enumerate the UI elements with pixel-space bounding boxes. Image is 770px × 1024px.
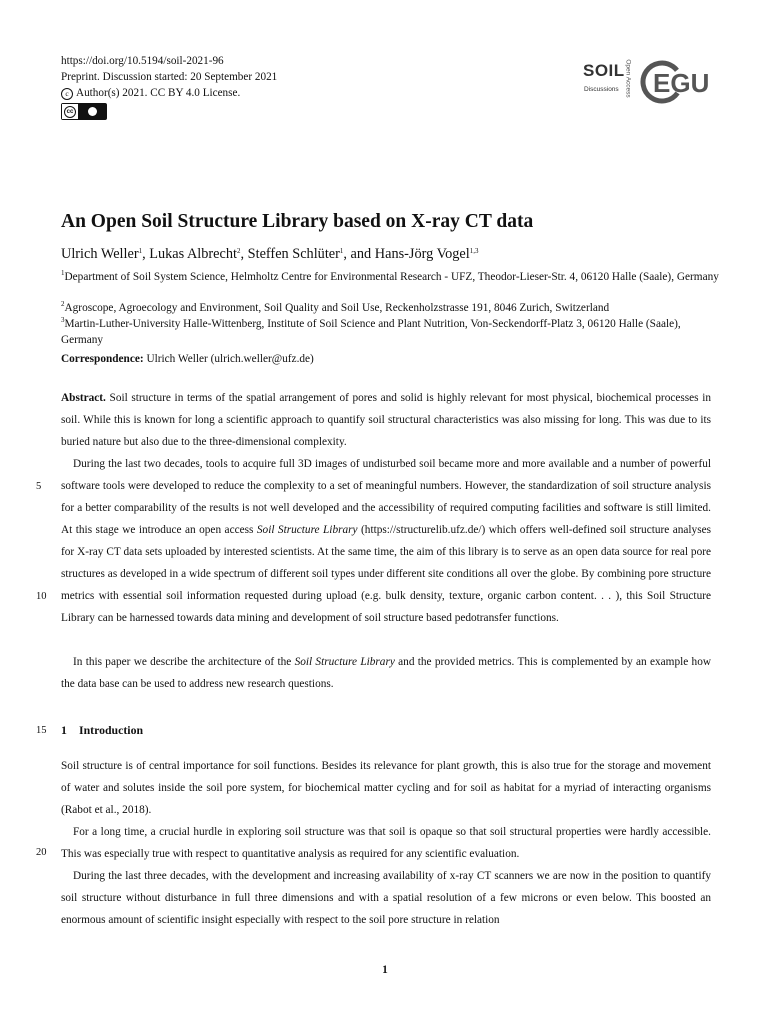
abstract-paragraph-2 <box>61 453 711 629</box>
correspondence-email[interactable]: Ulrich Weller (ulrich.weller@ufz.de) <box>146 353 314 365</box>
section-number: 1 <box>61 723 67 737</box>
line-number: 20 <box>36 847 47 858</box>
abstract-text: and the provided metrics. This is complemented by an example how the data base can be used to address new research questions. <box>61 656 711 690</box>
preprint-header <box>61 53 277 101</box>
by-person-icon <box>88 107 97 116</box>
page-number: 1 <box>382 964 388 976</box>
line-number: 5 <box>36 481 42 492</box>
intro-text: During the last three decades, with the development and increasing availability of x-ray CT scanners we are now in the position to quantify soil structure without disturbance in full three dimensions and with a spatial resolution of a few microns or even below. This boosted an enormous amount of scientific insight especially with respect to the soil pore structure in relation <box>61 870 711 926</box>
section-heading <box>61 723 143 738</box>
section-title: Introduction <box>79 723 144 737</box>
affil-text: Department of Soil System Science, Helmholtz Centre for Environmental Research - UFZ, Theodor-Lieser-Str. 4, 06120 Halle (Saale), Germany <box>64 271 719 283</box>
paper-title: An Open Soil Structure Library based on X-ray CT data <box>61 211 534 232</box>
open-access-label: Open Access <box>624 59 632 98</box>
correspondence <box>61 353 314 365</box>
author-list <box>61 246 478 263</box>
abstract-label: Abstract. <box>61 392 106 404</box>
author-name: Ulrich Weller <box>61 246 139 262</box>
affil-number: 1 <box>61 269 65 277</box>
author-affil-marker: 1 <box>138 247 143 255</box>
doi-link[interactable]: https://doi.org/10.5194/soil-2021-96 <box>61 55 224 67</box>
affiliation-2 <box>61 301 721 317</box>
author-affil-marker: 1 <box>339 247 344 255</box>
journal-logo <box>583 55 713 110</box>
intro-paragraph-3 <box>61 865 711 931</box>
copyright-line <box>61 85 277 101</box>
line-number: 15 <box>36 725 47 736</box>
egu-text: EGU <box>653 68 710 98</box>
copyright-text: Author(s) 2021. CC BY 4.0 License. <box>76 87 241 99</box>
journal-name: SOIL <box>583 61 625 80</box>
abstract-text: (https://structurelib.ufz.de/) which offers well-defined soil structure analyses for X-ray CT data sets uploaded by interested scientists. At the same time, the aim of this library is to serve as an open data source for real pore structures as developed in a wide spectrum of different soil types under different site conditions all over the globe. By combining pore structure metrics with essential soil information requested during upload (e.g. bulk density, texture, organic carbon content. . . ), this Soil Structure Library can be harnessed towards data mining and development of soil structure based pedotransfer functions. <box>61 524 712 624</box>
abstract-paragraph-3 <box>61 651 711 695</box>
copyright-icon: c <box>61 88 73 100</box>
author-name: Lukas Albrecht <box>149 246 237 262</box>
author-separator: , and <box>343 246 375 262</box>
abstract-text: During the last two decades, tools to acquire full 3D images of undisturbed soil became more and more available and a number of powerful software tools were developed to reduce the complexity to a set of meaningful numbers. However, the standardization of soil structure analysis for a better comparability of the results is not well developed and the accessibility of required computing facilities and software is still limited. At this stage we introduce an open access <box>61 458 711 536</box>
egu-logo-icon <box>640 55 712 110</box>
preprint-date: Preprint. Discussion started: 20 September 2021 <box>61 71 278 83</box>
abstract-text: In this paper we describe the architecture of the <box>73 656 295 668</box>
affiliation-3 <box>61 317 721 348</box>
author-separator: , <box>240 246 248 262</box>
affil-number: 3 <box>61 316 65 324</box>
author-name: Hans-Jörg Vogel <box>374 246 470 262</box>
author-affil-marker: 2 <box>237 247 241 255</box>
intro-paragraph-2 <box>61 821 711 865</box>
intro-text: For a long time, a crucial hurdle in exploring soil structure was that soil is opaque so that soil structural properties were hardly accessible. This was especially true with respect to quantitative analysis as required for any scientific evaluation. <box>61 826 711 860</box>
library-name: Soil Structure Library <box>294 656 395 668</box>
author-affil-marker: 1,3 <box>469 247 479 255</box>
affil-text: Agroscope, Agroecology and Environment, Soil Quality and Soil Use, Reckenholzstrasse 191, 8046 Zurich, Switzerland <box>64 302 610 314</box>
affiliation-1 <box>61 270 721 286</box>
abstract-text: Soil structure in terms of the spatial arrangement of pores and solid is highly relevant for most physical, biochemical processes in soil. While this is known for long a scientific approach to quantify soil structural characteristics was also missing for long. This was due to its buried nature but also due to the three-dimensional complexity. <box>61 392 712 448</box>
affil-text: Martin-Luther-University Halle-Wittenberg, Institute of Soil Science and Plant Nutrition, Von-Seckendorff-Platz 3, 06120 Halle (Saale), Germany <box>61 318 681 346</box>
author-separator: , <box>142 246 150 262</box>
library-name: Soil Structure Library <box>256 524 358 536</box>
affil-number: 2 <box>61 300 65 308</box>
correspondence-label: Correspondence: <box>61 353 144 365</box>
line-number: 10 <box>36 591 47 602</box>
author-name: Steffen Schlüter <box>247 246 340 262</box>
abstract-paragraph-1 <box>61 387 711 453</box>
intro-text: Soil structure is of central importance for soil functions. Besides its relevance for plant growth, this is also true for the storage and movement of water and solutes inside the soil pore system, for biochemical matter cycling and for soil as habitat for a myriad of interacting organisms (Rabot et al., 2018). <box>61 760 711 816</box>
journal-subtitle: Discussions <box>584 86 619 93</box>
cc-icon: cc <box>64 106 76 118</box>
intro-paragraph-1 <box>61 755 711 821</box>
cc-by-badge-icon[interactable] <box>61 103 107 120</box>
